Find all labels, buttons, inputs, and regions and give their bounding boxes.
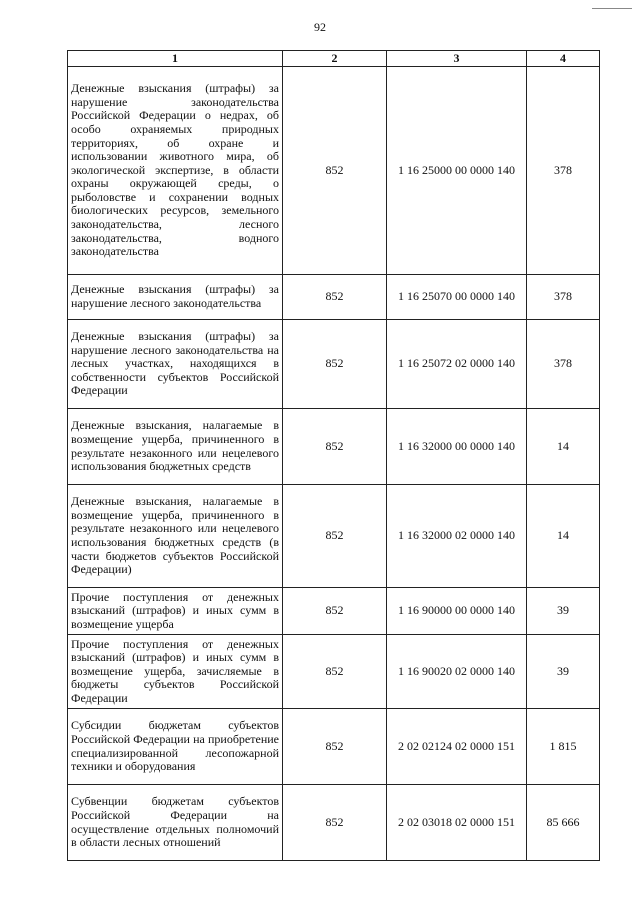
- row-amount: 1 815: [527, 709, 600, 785]
- row-amount: 378: [527, 275, 600, 320]
- row-description: Денежные взыскания (штрафы) за нарушение законодательства Российской Федерации о недрах, об особо охраняемых природных территориях, об охране и использовании животного мира, об экологической экспертизе, в области охраны окружающей среды, о рыболовстве и сохранении водных биологических ресурсов, земельного законодательства, лесного законодательства, водного законодательства: [68, 67, 283, 275]
- column-header-3: 3: [387, 51, 527, 67]
- row-description: Субсидии бюджетам субъектов Российской Федерации на приобретение специализированной лесопожарной техники и оборудования: [68, 709, 283, 785]
- row-budget-code: 1 16 25072 02 0000 140: [387, 320, 527, 409]
- row-amount: 39: [527, 635, 600, 709]
- table-row: [68, 485, 600, 588]
- scan-edge-line: [592, 8, 632, 9]
- row-amount: 14: [527, 485, 600, 588]
- row-admin-code: 852: [283, 409, 387, 485]
- row-budget-code: 1 16 32000 00 0000 140: [387, 409, 527, 485]
- page-number: 92: [314, 20, 326, 34]
- row-admin-code: 852: [283, 320, 387, 409]
- row-amount: 378: [527, 320, 600, 409]
- table-row: [68, 409, 600, 485]
- table-row: [68, 67, 600, 275]
- row-description: Денежные взыскания, налагаемые в возмещение ущерба, причиненного в результате незаконного или нецелевого использования бюджетных средств (в части бюджетов субъектов Российской Федерации): [68, 485, 283, 588]
- table-row: [68, 709, 600, 785]
- row-budget-code: 2 02 03018 02 0000 151: [387, 785, 527, 861]
- row-description: Денежные взыскания (штрафы) за нарушение лесного законодательства на лесных участках, находящихся в собственности субъектов Российской Федерации: [68, 320, 283, 409]
- table-row: [68, 785, 600, 861]
- row-budget-code: 1 16 90020 02 0000 140: [387, 635, 527, 709]
- row-admin-code: 852: [283, 67, 387, 275]
- table-row: [68, 320, 600, 409]
- column-header-1: 1: [68, 51, 283, 67]
- row-amount: 14: [527, 409, 600, 485]
- table-row: [68, 588, 600, 635]
- row-description: Денежные взыскания, налагаемые в возмещение ущерба, причиненного в результате незаконного или нецелевого использования бюджетных средств: [68, 409, 283, 485]
- row-admin-code: 852: [283, 588, 387, 635]
- row-admin-code: 852: [283, 275, 387, 320]
- row-budget-code: 1 16 25070 00 0000 140: [387, 275, 527, 320]
- row-budget-code: 1 16 25000 00 0000 140: [387, 67, 527, 275]
- row-amount: 39: [527, 588, 600, 635]
- row-admin-code: 852: [283, 709, 387, 785]
- row-budget-code: 2 02 02124 02 0000 151: [387, 709, 527, 785]
- budget-table: [67, 50, 600, 861]
- column-header-4: 4: [527, 51, 600, 67]
- row-amount: 85 666: [527, 785, 600, 861]
- table-header-row: [68, 51, 600, 67]
- row-amount: 378: [527, 67, 600, 275]
- row-budget-code: 1 16 90000 00 0000 140: [387, 588, 527, 635]
- row-description: Субвенции бюджетам субъектов Российской Федерации на осуществление отдельных полномочий в области лесных отношений: [68, 785, 283, 861]
- row-description: Денежные взыскания (штрафы) за нарушение лесного законодательства: [68, 275, 283, 320]
- column-header-2: 2: [283, 51, 387, 67]
- table-row: [68, 635, 600, 709]
- row-budget-code: 1 16 32000 02 0000 140: [387, 485, 527, 588]
- row-admin-code: 852: [283, 785, 387, 861]
- table-row: [68, 275, 600, 320]
- row-admin-code: 852: [283, 485, 387, 588]
- row-description: Прочие поступления от денежных взысканий (штрафов) и иных сумм в возмещение ущерба, зачисляемые в бюджеты субъектов Российской Федерации: [68, 635, 283, 709]
- row-admin-code: 852: [283, 635, 387, 709]
- row-description: Прочие поступления от денежных взысканий (штрафов) и иных сумм в возмещение ущерба: [68, 588, 283, 635]
